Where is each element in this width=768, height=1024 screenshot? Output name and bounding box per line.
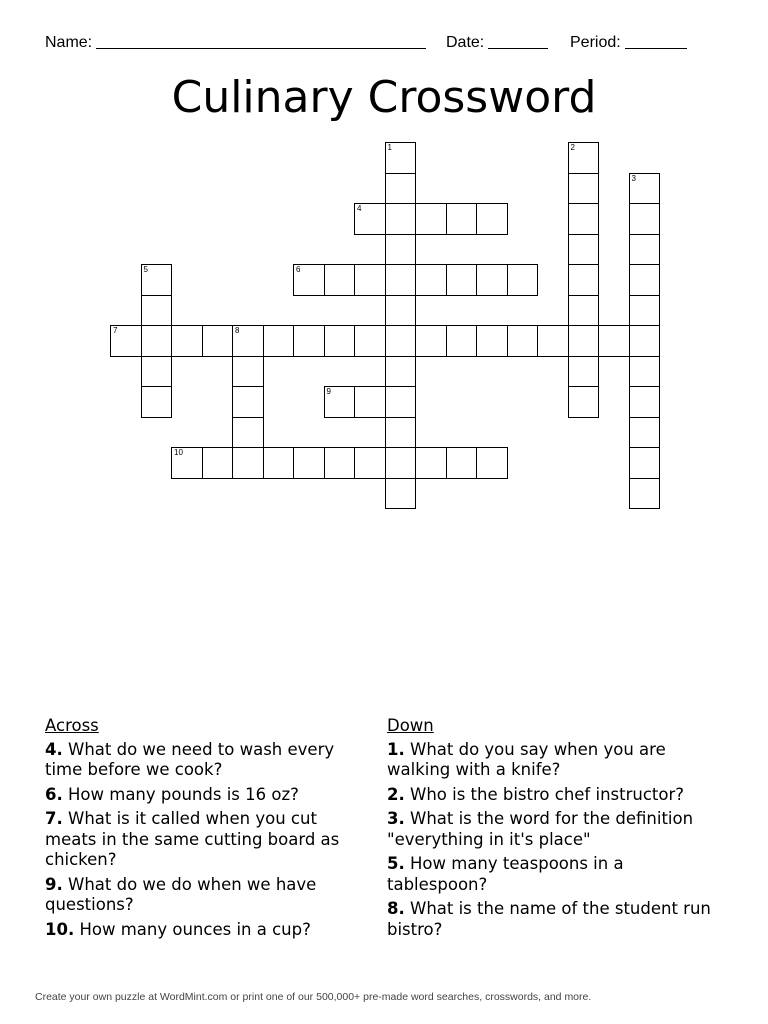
clue-number: 5. [387,854,405,873]
crossword-cell[interactable] [324,447,356,479]
clue-number: 10. [45,919,75,939]
crossword-cell[interactable] [415,203,447,235]
crossword-cell[interactable] [385,417,417,449]
crossword-cell[interactable] [385,325,417,357]
crossword-cell[interactable] [507,264,539,296]
clue-down-3 [387,809,727,850]
crossword-cell[interactable] [171,325,203,357]
crossword-cell[interactable] [263,325,295,357]
crossword-cell[interactable] [232,417,264,449]
cell-number: 9 [326,387,331,396]
crossword-cell[interactable] [568,356,600,388]
crossword-cell[interactable] [141,264,173,296]
clue-across-10 [45,920,370,941]
clue-across-7 [45,809,370,871]
name-label: Name: [45,34,93,51]
cell-number: 8 [235,326,240,335]
crossword-cell[interactable] [629,386,661,418]
clue-text: Who is the bistro chef instructor? [410,784,685,804]
clue-down-2 [387,785,727,806]
clue-number: 1. [387,739,405,759]
cell-number: 7 [113,326,118,335]
cell-number: 4 [357,204,362,213]
crossword-cell[interactable] [141,356,173,388]
crossword-cell[interactable] [446,264,478,296]
clue-number: 3. [387,809,405,828]
crossword-cell[interactable] [354,325,386,357]
crossword-cell[interactable] [629,203,661,235]
crossword-cell[interactable] [385,478,417,510]
down-heading: Down [387,716,434,735]
crossword-cell[interactable] [110,325,142,357]
crossword-cell[interactable] [568,203,600,235]
crossword-cell[interactable] [629,234,661,266]
crossword-cell[interactable] [629,173,661,205]
date-label: Date: [446,34,485,51]
crossword-cell[interactable] [598,325,630,357]
crossword-cell[interactable] [385,203,417,235]
down-clues [387,716,727,944]
crossword-cell[interactable] [354,386,386,418]
crossword-cell[interactable] [568,173,600,205]
across-heading: Across [45,716,99,735]
clue-text: What do you say when you are walking with a knife? [387,739,666,779]
crossword-cell[interactable] [232,386,264,418]
crossword-cell[interactable] [446,325,478,357]
crossword-cell[interactable] [385,295,417,327]
crossword-cell[interactable] [568,325,600,357]
crossword-cell[interactable] [568,234,600,266]
crossword-cell[interactable] [354,264,386,296]
crossword-cell[interactable] [293,264,325,296]
clue-across-9 [45,875,370,916]
crossword-cell[interactable] [354,203,386,235]
crossword-cell[interactable] [202,325,234,357]
crossword-cell[interactable] [324,386,356,418]
cell-number: 6 [296,265,301,274]
crossword-cell[interactable] [629,417,661,449]
crossword-cell[interactable] [385,173,417,205]
crossword-cell[interactable] [629,264,661,296]
crossword-cell[interactable] [385,142,417,174]
crossword-cell[interactable] [385,234,417,266]
crossword-cell[interactable] [415,264,447,296]
clue-text: What is the word for the definition "everything in it's place" [387,809,694,849]
crossword-cell[interactable] [537,325,569,357]
clue-number: 7. [45,809,63,828]
crossword-cell[interactable] [568,264,600,296]
crossword-cell[interactable] [263,447,295,479]
clue-text: What do we need to wash every time before we cook? [45,739,335,779]
clue-across-6 [45,785,370,806]
page-title: Culinary Crossword [171,72,597,123]
clue-number: 6. [45,784,63,804]
crossword-cell[interactable] [232,447,264,479]
crossword-cell[interactable] [568,142,600,174]
clue-number: 8. [387,899,405,918]
cell-number: 3 [631,173,636,183]
crossword-cell[interactable] [171,447,203,479]
crossword-cell[interactable] [629,295,661,327]
crossword-cell[interactable] [446,203,478,235]
clue-down-8 [387,899,727,940]
crossword-cell[interactable] [232,356,264,388]
crossword-cell[interactable] [141,325,173,357]
clue-text: How many pounds is 16 oz? [68,784,299,804]
crossword-cell[interactable] [293,447,325,479]
clue-down-1 [387,740,727,781]
clue-text: How many teaspoons in a tablespoon? [387,854,624,894]
crossword-cell[interactable] [476,325,508,357]
crossword-cell[interactable] [568,386,600,418]
across-clues [45,716,370,944]
crossword-cell[interactable] [385,356,417,388]
cell-number: 5 [143,265,148,274]
crossword-cell[interactable] [476,203,508,235]
crossword-cell[interactable] [415,447,447,479]
crossword-cell[interactable] [202,447,234,479]
clue-text: What is the name of the student run bistro? [387,899,711,939]
crossword-cell[interactable] [629,447,661,479]
crossword-cell[interactable] [476,264,508,296]
clue-text: How many ounces in a cup? [79,919,311,939]
clue-number: 9. [45,874,63,894]
clue-across-4 [45,740,370,781]
crossword-cell[interactable] [629,325,661,357]
clue-text: What is it called when you cut meats in the same cutting board as chicken? [45,809,340,869]
crossword-cell[interactable] [507,325,539,357]
crossword-cell[interactable] [324,264,356,296]
crossword-cell[interactable] [476,447,508,479]
clue-text: What do we do when we have questions? [45,874,317,914]
crossword-cell[interactable] [629,478,661,510]
period-label: Period: [570,34,621,51]
crossword-cell[interactable] [385,264,417,296]
cell-number: 1 [387,143,392,152]
crossword-cell[interactable] [293,325,325,357]
clue-number: 2. [387,784,405,804]
crossword-cell[interactable] [354,447,386,479]
crossword-cell[interactable] [446,447,478,479]
crossword-cell[interactable] [141,386,173,418]
clue-number: 4. [45,739,63,759]
crossword-cell[interactable] [568,295,600,327]
crossword-cell[interactable] [141,295,173,327]
cell-number: 10 [174,448,183,457]
crossword-cell[interactable] [385,447,417,479]
crossword-cell[interactable] [232,325,264,357]
crossword-cell[interactable] [629,356,661,388]
crossword-cell[interactable] [415,325,447,357]
footer-credit: Create your own puzzle at WordMint.com or print one of our 500,000+ pre-made word searches, crosswords, and more. [35,991,592,1003]
crossword-cell[interactable] [385,386,417,418]
crossword-cell[interactable] [324,325,356,357]
cell-number: 2 [570,143,575,152]
clue-down-5 [387,854,727,895]
